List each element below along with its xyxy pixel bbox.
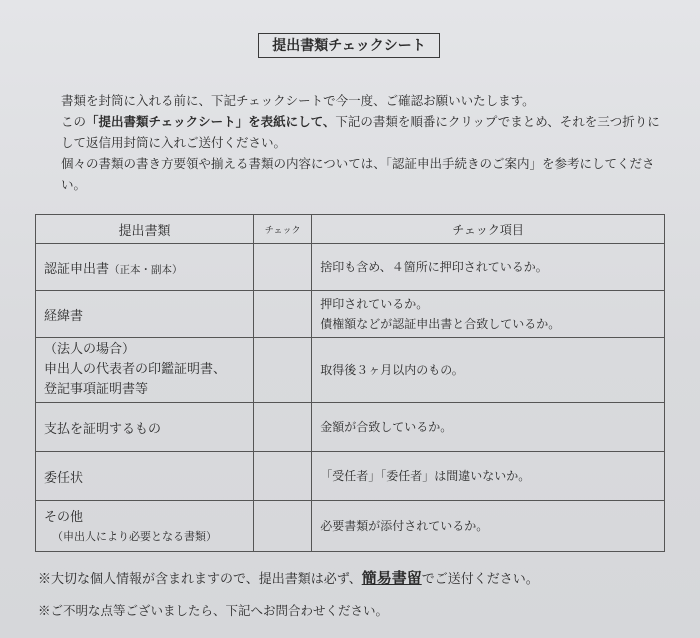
note-contact: ※ご不明な点等ございましたら、下記へお問合わせください。: [38, 603, 389, 618]
intro-line-2: [43, 111, 663, 153]
doc-name: 委任状: [44, 470, 84, 486]
check-cell[interactable]: [254, 291, 312, 338]
intro-line-3: 個々の書類の書き方要領や揃える書類の内容については、「認証申出手続きのご案内」を参考にしてください。: [61, 156, 655, 192]
intro-line-2-pre: この: [61, 114, 87, 129]
items-cell: [312, 403, 665, 452]
intro-line-2-post: 下記の書類を順番にクリップでまとめ、それを三つ折りにして返信用封筒に入れご送付ください。: [61, 114, 660, 150]
doc-cell: [36, 291, 254, 338]
intro-text: [43, 90, 663, 195]
check-item: 押印されているか。: [320, 297, 429, 311]
table-row: [36, 452, 665, 501]
check-cell[interactable]: [254, 501, 312, 552]
header-check: チェック: [254, 215, 312, 244]
checklist-table: [35, 214, 665, 552]
note1-emph: 簡易書留: [361, 569, 422, 587]
check-item: 金額が合致しているか。: [320, 420, 453, 434]
doc-name: 認証申出書: [44, 261, 110, 277]
items-cell: [312, 452, 665, 501]
items-cell: [312, 244, 665, 291]
doc-cell: [36, 338, 254, 403]
note1-pre: ※大切な個人情報が含まれますので、提出書類は必ず、: [38, 572, 362, 587]
note1-post: でご送付ください。: [421, 572, 539, 587]
doc-cell: [36, 501, 254, 552]
check-item: 債権額などが認証申出書と合致しているか。: [320, 317, 561, 331]
doc-name: 経緯書: [44, 308, 84, 324]
check-item: 「受任者」「委任者」は間違いないか。: [320, 469, 531, 483]
check-cell[interactable]: [254, 338, 312, 403]
note-registered-mail: [38, 567, 539, 588]
intro-line-2-bold: 「提出書類チェックシート」を表紙にして、: [86, 114, 336, 129]
table-row: [36, 338, 665, 403]
header-items: チェック項目: [312, 215, 665, 244]
check-cell[interactable]: [254, 452, 312, 501]
doc-cell: [36, 452, 254, 501]
doc-suffix: （正本・副本）: [109, 263, 183, 276]
items-cell: [312, 501, 665, 552]
items-cell: [312, 291, 665, 338]
header-document: 提出書類: [36, 215, 254, 244]
doc-line: （法人の場合）: [44, 342, 136, 357]
doc-name: 支払を証明するもの: [44, 421, 162, 437]
doc-name: その他: [44, 510, 84, 525]
table-row: [36, 291, 665, 338]
doc-line: 申出人の代表者の印鑑証明書、: [44, 362, 227, 377]
check-item: 捨印も含め、４箇所に押印されているか。: [320, 260, 548, 274]
check-item: 必要書類が添付されているか。: [320, 519, 489, 533]
doc-line: 登記事項証明書等: [44, 382, 149, 397]
table-row: [36, 244, 665, 291]
page-title: 提出書類チェックシート: [258, 33, 440, 58]
table-row: [36, 501, 665, 552]
check-cell[interactable]: [254, 403, 312, 452]
check-cell[interactable]: [254, 244, 312, 291]
items-cell: [312, 338, 665, 403]
intro-line-1: 書類を封筒に入れる前に、下記チェックシートで今一度、ご確認お願いいたします。: [61, 93, 535, 108]
check-item: 取得後３ヶ月以内のもの。: [320, 363, 464, 377]
doc-cell: [36, 244, 254, 291]
doc-cell: [36, 403, 254, 452]
table-row: [36, 403, 665, 452]
doc-sub: （申出人により必要となる書類）: [52, 530, 217, 543]
